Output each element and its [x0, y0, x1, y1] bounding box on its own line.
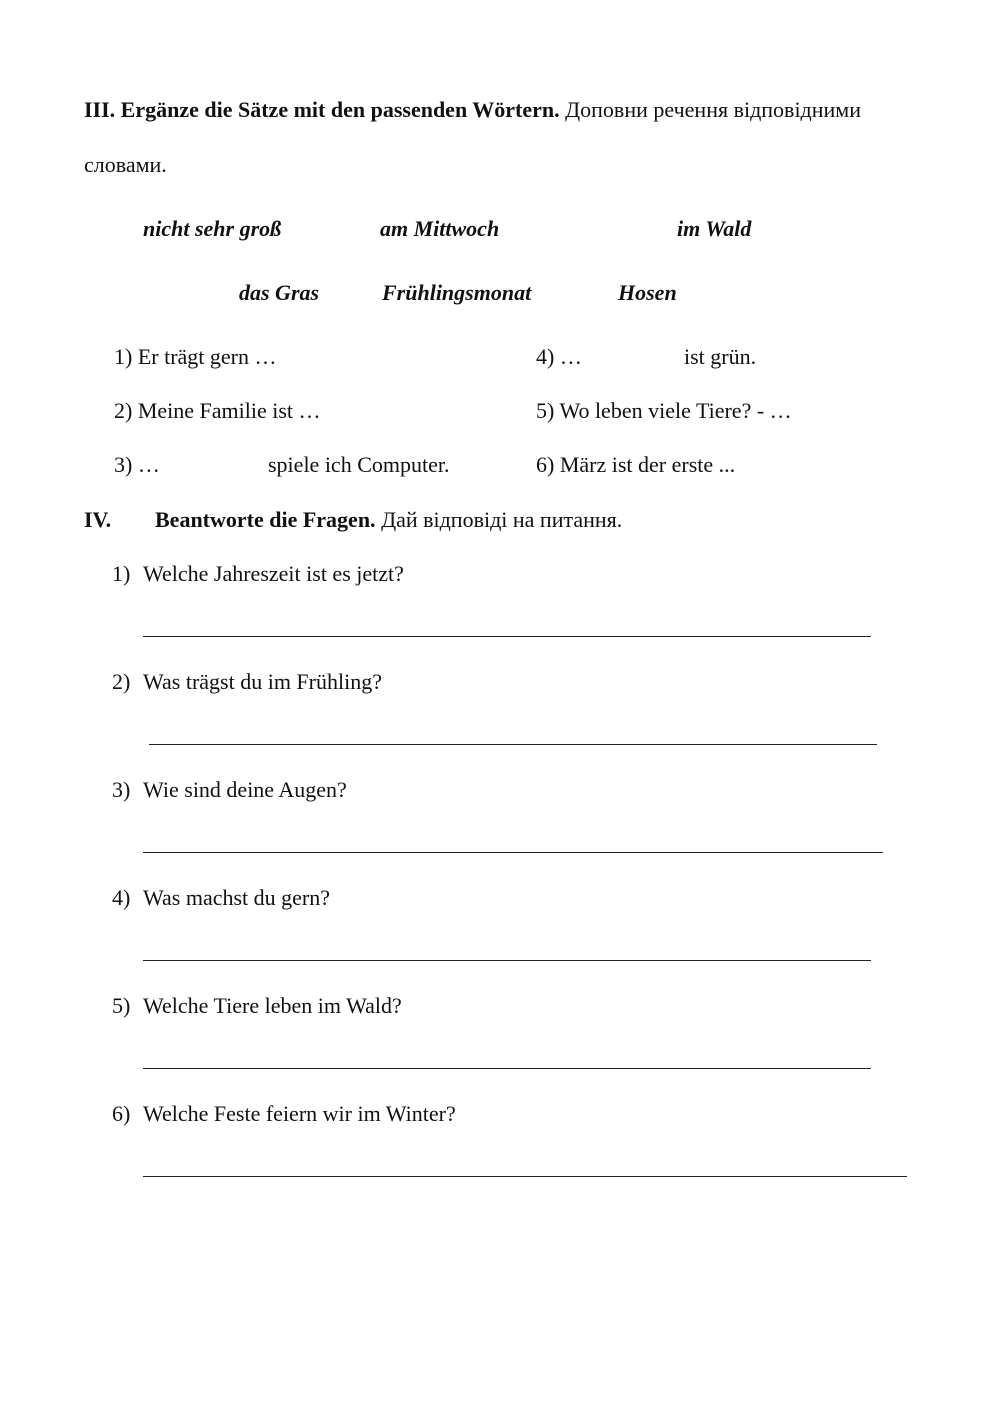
word-bank-item: Frühlingsmonat [382, 280, 532, 305]
fill-item-text: Wo leben viele Tiere? - … [559, 398, 792, 423]
fill-item-text: … [559, 344, 582, 369]
fill-item-number: 2) [114, 398, 133, 423]
answer-line[interactable] [143, 1068, 871, 1069]
question-text: Was trägst du im Frühling? [143, 669, 382, 694]
fill-item-text-continued: ist grün. [684, 344, 757, 369]
section-3-heading-de: III. Ergänze die Sätze mit den passenden Wörtern. [84, 97, 560, 122]
answer-line[interactable] [143, 636, 871, 637]
question-text: Welche Jahreszeit ist es jetzt? [143, 561, 404, 586]
fill-item-number: 4) [536, 344, 555, 369]
question-text: Welche Tiere leben im Wald? [143, 993, 402, 1018]
section-4-heading-de: Beantworte die Fragen. [155, 507, 376, 532]
section-4-heading-ua: Дай відповіді на питання. [381, 507, 623, 532]
answer-line[interactable] [149, 744, 877, 745]
fill-item-5 [536, 400, 792, 422]
question-text: Wie sind deine Augen? [143, 777, 347, 802]
section-4-roman: IV. [84, 507, 112, 532]
word-bank-item: im Wald [677, 216, 752, 241]
question-number: 2) [112, 669, 131, 694]
section-3-heading [84, 99, 861, 121]
fill-item-number: 5) [536, 398, 555, 423]
fill-item-4 [536, 346, 582, 368]
word-bank-item: nicht sehr groß [143, 216, 282, 241]
fill-item-3 [114, 454, 160, 476]
answer-line[interactable] [143, 1176, 907, 1177]
fill-item-text: Meine Familie ist … [137, 398, 321, 423]
question-number: 3) [112, 777, 131, 802]
section-4-heading [155, 509, 622, 531]
question-number: 6) [112, 1101, 131, 1126]
fill-item-1 [114, 346, 277, 368]
question-number: 1) [112, 561, 131, 586]
fill-item-number: 6) [536, 452, 555, 477]
fill-item-2 [114, 400, 321, 422]
section-3-heading-ua: Доповни речення відповідними [565, 97, 861, 122]
fill-item-text: Er trägt gern … [137, 344, 277, 369]
fill-item-number: 1) [114, 344, 133, 369]
fill-item-number: 3) [114, 452, 133, 477]
section-3-heading-ua-continued: словами. [84, 152, 167, 177]
question-number: 5) [112, 993, 131, 1018]
question-number: 4) [112, 885, 131, 910]
word-bank-item: am Mittwoch [380, 216, 500, 241]
fill-item-6 [536, 454, 735, 476]
fill-item-text: März ist der erste ... [559, 452, 736, 477]
fill-item-text: … [137, 452, 160, 477]
answer-line[interactable] [143, 852, 883, 853]
fill-item-text-continued: spiele ich Computer. [268, 452, 450, 477]
question-text: Welche Feste feiern wir im Winter? [143, 1101, 456, 1126]
answer-line[interactable] [143, 960, 871, 961]
question-text: Was machst du gern? [143, 885, 330, 910]
word-bank-item: das Gras [239, 280, 320, 305]
word-bank-item: Hosen [618, 280, 677, 305]
